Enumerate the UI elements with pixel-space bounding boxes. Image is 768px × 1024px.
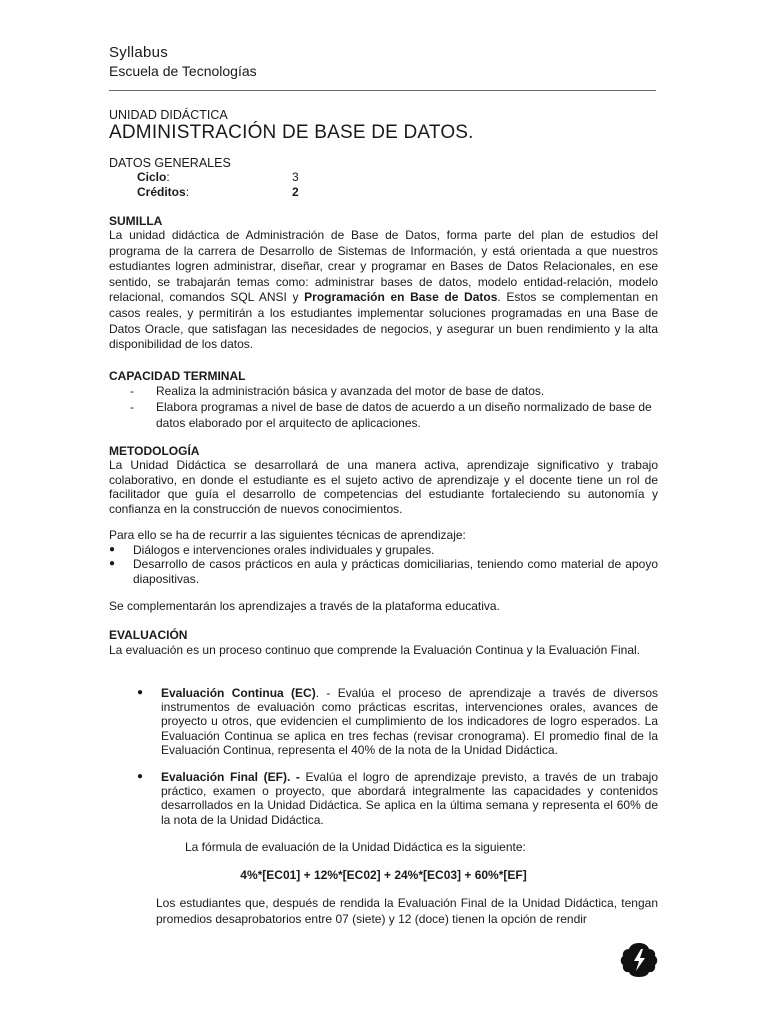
bullet-icon: ● (137, 771, 144, 782)
general-data-label: DATOS GENERALES (109, 156, 231, 170)
capacidad-heading: CAPACIDAD TERMINAL (109, 369, 246, 383)
dash-marker: - (130, 400, 134, 414)
page-title: ADMINISTRACIÓN DE BASE DE DATOS. (109, 122, 474, 143)
evaluation-item-final: ● Evaluación Final (EF). - Evalúa el logro de aprendizaje previsto, a través de un trabajo práctico, examen o proyecto, que abordará integralmente las capacidades y contenidos desarrollados en la Unidad Didáctica. Se aplica en la última semana y representa el 60% de la nota de la Unidad Didáctica. (137, 770, 658, 827)
bullet-icon: ● (137, 687, 144, 698)
technique-item: ● Diálogos e intervenciones orales individuales y grupales. (109, 543, 435, 557)
capacidad-item: - Realiza la administración básica y avanzada del motor de base de datos. (130, 384, 545, 398)
metodologia-text: La Unidad Didáctica se desarrollará de una manera activa, aprendizaje significativo y trabajo colaborativo, en donde el estudiante es el sujeto activo de aprendizaje y el docente tiene un rol de facilitador que guía el desarrollo de competencias del estudiante fortaleciendo su autonomía y confianza en la construcción de nuevos conocimientos. (109, 458, 658, 516)
dash-marker: - (130, 384, 134, 398)
general-value-ciclo: 3 (292, 170, 299, 184)
brain-bolt-icon (619, 940, 659, 980)
technique-item: ● Desarrollo de casos prácticos en aula y prácticas domiciliarias, teniendo como material de apoyo diapositivas. (109, 557, 658, 586)
evaluation-item-continua: ● Evaluación Continua (EC). - Evalúa el proceso de aprendizaje a través de diversos instrumentos de evaluación como prácticas escritas, intervenciones orales, avances de proyecto u otros, que evidencien el cumplimiento de los indicadores de logro esperados. La Evaluación Continua se aplica en tres fechas (revisar cronograma). El promedio final de la Evaluación Continua, representa el 40% de la nota de la Unidad Didáctica. (137, 686, 658, 757)
evaluacion-intro: La evaluación es un proceso continuo que comprende la Evaluación Continua y la Evaluación Final. (109, 643, 641, 657)
evaluation-formula: 4%*[EC01] + 12%*[EC02] + 24%*[EC03] + 60%*[EF] (240, 868, 527, 882)
general-key-creditos: Créditos: (137, 185, 190, 199)
sumilla-heading: SUMILLA (109, 214, 163, 228)
general-value-creditos: 2 (292, 185, 299, 199)
bullet-icon: ● (109, 558, 116, 569)
platform-note: Se complementarán los aprendizajes a través de la plataforma educativa. (109, 599, 500, 613)
metodologia-heading: METODOLOGÍA (109, 444, 200, 458)
capacidad-item: - Elabora programas a nivel de base de datos de acuerdo a un diseño normalizado de base de datos elaborado por el arquitecto de aplicaciones. (130, 400, 652, 430)
closing-paragraph: Los estudiantes que, después de rendida la Evaluación Final de la Unidad Didáctica, tengan promedios desaprobatorios entre 07 (siete) y 12 (doce) tienen la opción de rendir (156, 896, 658, 926)
general-key-ciclo: Ciclo: (137, 170, 170, 184)
bullet-icon: ● (109, 544, 116, 555)
header-school: Escuela de Tecnologías (109, 63, 257, 79)
formula-intro: La fórmula de evaluación de la Unidad Didáctica es la siguiente: (185, 840, 526, 854)
techniques-intro: Para ello se ha de recurrir a las siguientes técnicas de aprendizaje: (109, 528, 466, 542)
header-syllabus: Syllabus (109, 44, 169, 61)
unit-label: UNIDAD DIDÁCTICA (109, 108, 228, 122)
header-divider (109, 90, 656, 91)
evaluacion-heading: EVALUACIÓN (109, 628, 188, 642)
sumilla-text: La unidad didáctica de Administración de Base de Datos, forma parte del plan de estudios del programa de la carrera de Desarrollo de Sistemas de Información, y está orientada a que nuestros estudiantes logren administrar, diseñar, crear y programar en Bases de Datos Relacionales, en ese sentido, se trabajarán temas como: administrar bases de datos, modelo entidad-relación, modelo relacional, comandos SQL ANSI y Programación en Base de Datos. Estos se complementan en casos reales, y permitirán a los estudiantes implementar soluciones programadas en una Base de Datos Oracle, que satisfagan las necesidades de negocios, y asegurar un buen rendimiento y la alta disponibilidad de los datos. (109, 228, 658, 352)
